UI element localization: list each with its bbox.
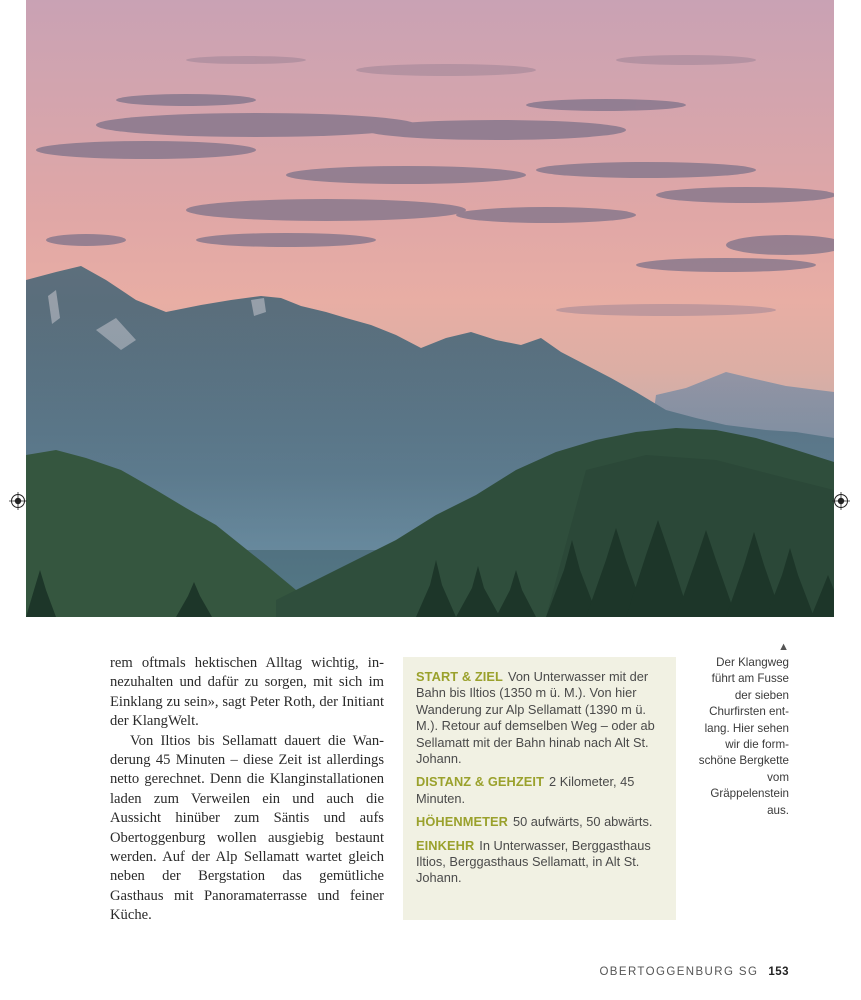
- info-text: Von Unterwasser mit der Bahn bis Iltios (1350 m ü. M.). Von hier Wanderung zur Alp Sellamatt (1390 m ü. M.). Retour auf demselben Weg – oder ab Sellamatt mit der Bahn hinab nach Alt St. Johann.: [416, 669, 655, 767]
- info-label: START & ZIEL: [416, 669, 503, 684]
- caption-text: Der Klangweg führt am Fusse der sieben Churfirsten entlang. Hier sehen wir die formschöne Bergkette vom Gräppelenstein aus.: [698, 656, 789, 817]
- info-label: EINKEHR: [416, 837, 475, 853]
- registration-mark-left: [9, 492, 27, 510]
- info-text: In Unterwasser, Berggasthaus Iltios, Berggasthaus Sellamatt, in Alt St. Johann.: [416, 837, 651, 886]
- info-text: 50 aufwärts, 50 abwärts.: [513, 814, 653, 830]
- info-hoehenmeter: [416, 814, 664, 830]
- info-start-ziel: [416, 669, 664, 767]
- triangle-up-icon: ▲: [778, 641, 789, 653]
- info-text: 2 Kilometer, 45 Minuten.: [416, 774, 635, 806]
- hike-info-box: [403, 657, 676, 920]
- info-label: DISTANZ & GEHZEIT: [416, 774, 545, 790]
- info-einkehr: [416, 838, 664, 887]
- article-body: [110, 654, 384, 926]
- photo-caption: [694, 639, 789, 819]
- registration-mark-right: [832, 492, 850, 510]
- landscape-photo: [26, 0, 834, 617]
- page-footer: [599, 966, 789, 978]
- mountain-sunset-image: [26, 0, 834, 617]
- section-title: OBERTOGGENBURG SG: [599, 966, 759, 978]
- article-paragraph: Von Iltios bis Sellamatt dauert die Wanderung 45 Minuten – diese Zeit ist allerdings netto gerechnet. Denn die Klanginstallationen laden zum Verweilen ein und auch die Aussicht hinüber zum Säntis und aufs Obertoggenburg wollen ausgiebig bestaunt werden. Auf der Alp Sellamatt wartet gleich neben der Bergstation das gemütliche Gasthaus mit Panoramaterrasse und feiner Küche.: [110, 732, 384, 924]
- article-paragraph: rem oftmals hektischen Alltag wichtig, innezuhalten und dafür zu sorgen, mit sich im Einklang zu sein», sagt Peter Roth, der Initiant der KlangWelt.: [110, 655, 384, 730]
- info-distanz-gehzeit: [416, 774, 664, 807]
- info-label: HÖHENMETER: [416, 814, 509, 830]
- page-number: 153: [768, 966, 789, 978]
